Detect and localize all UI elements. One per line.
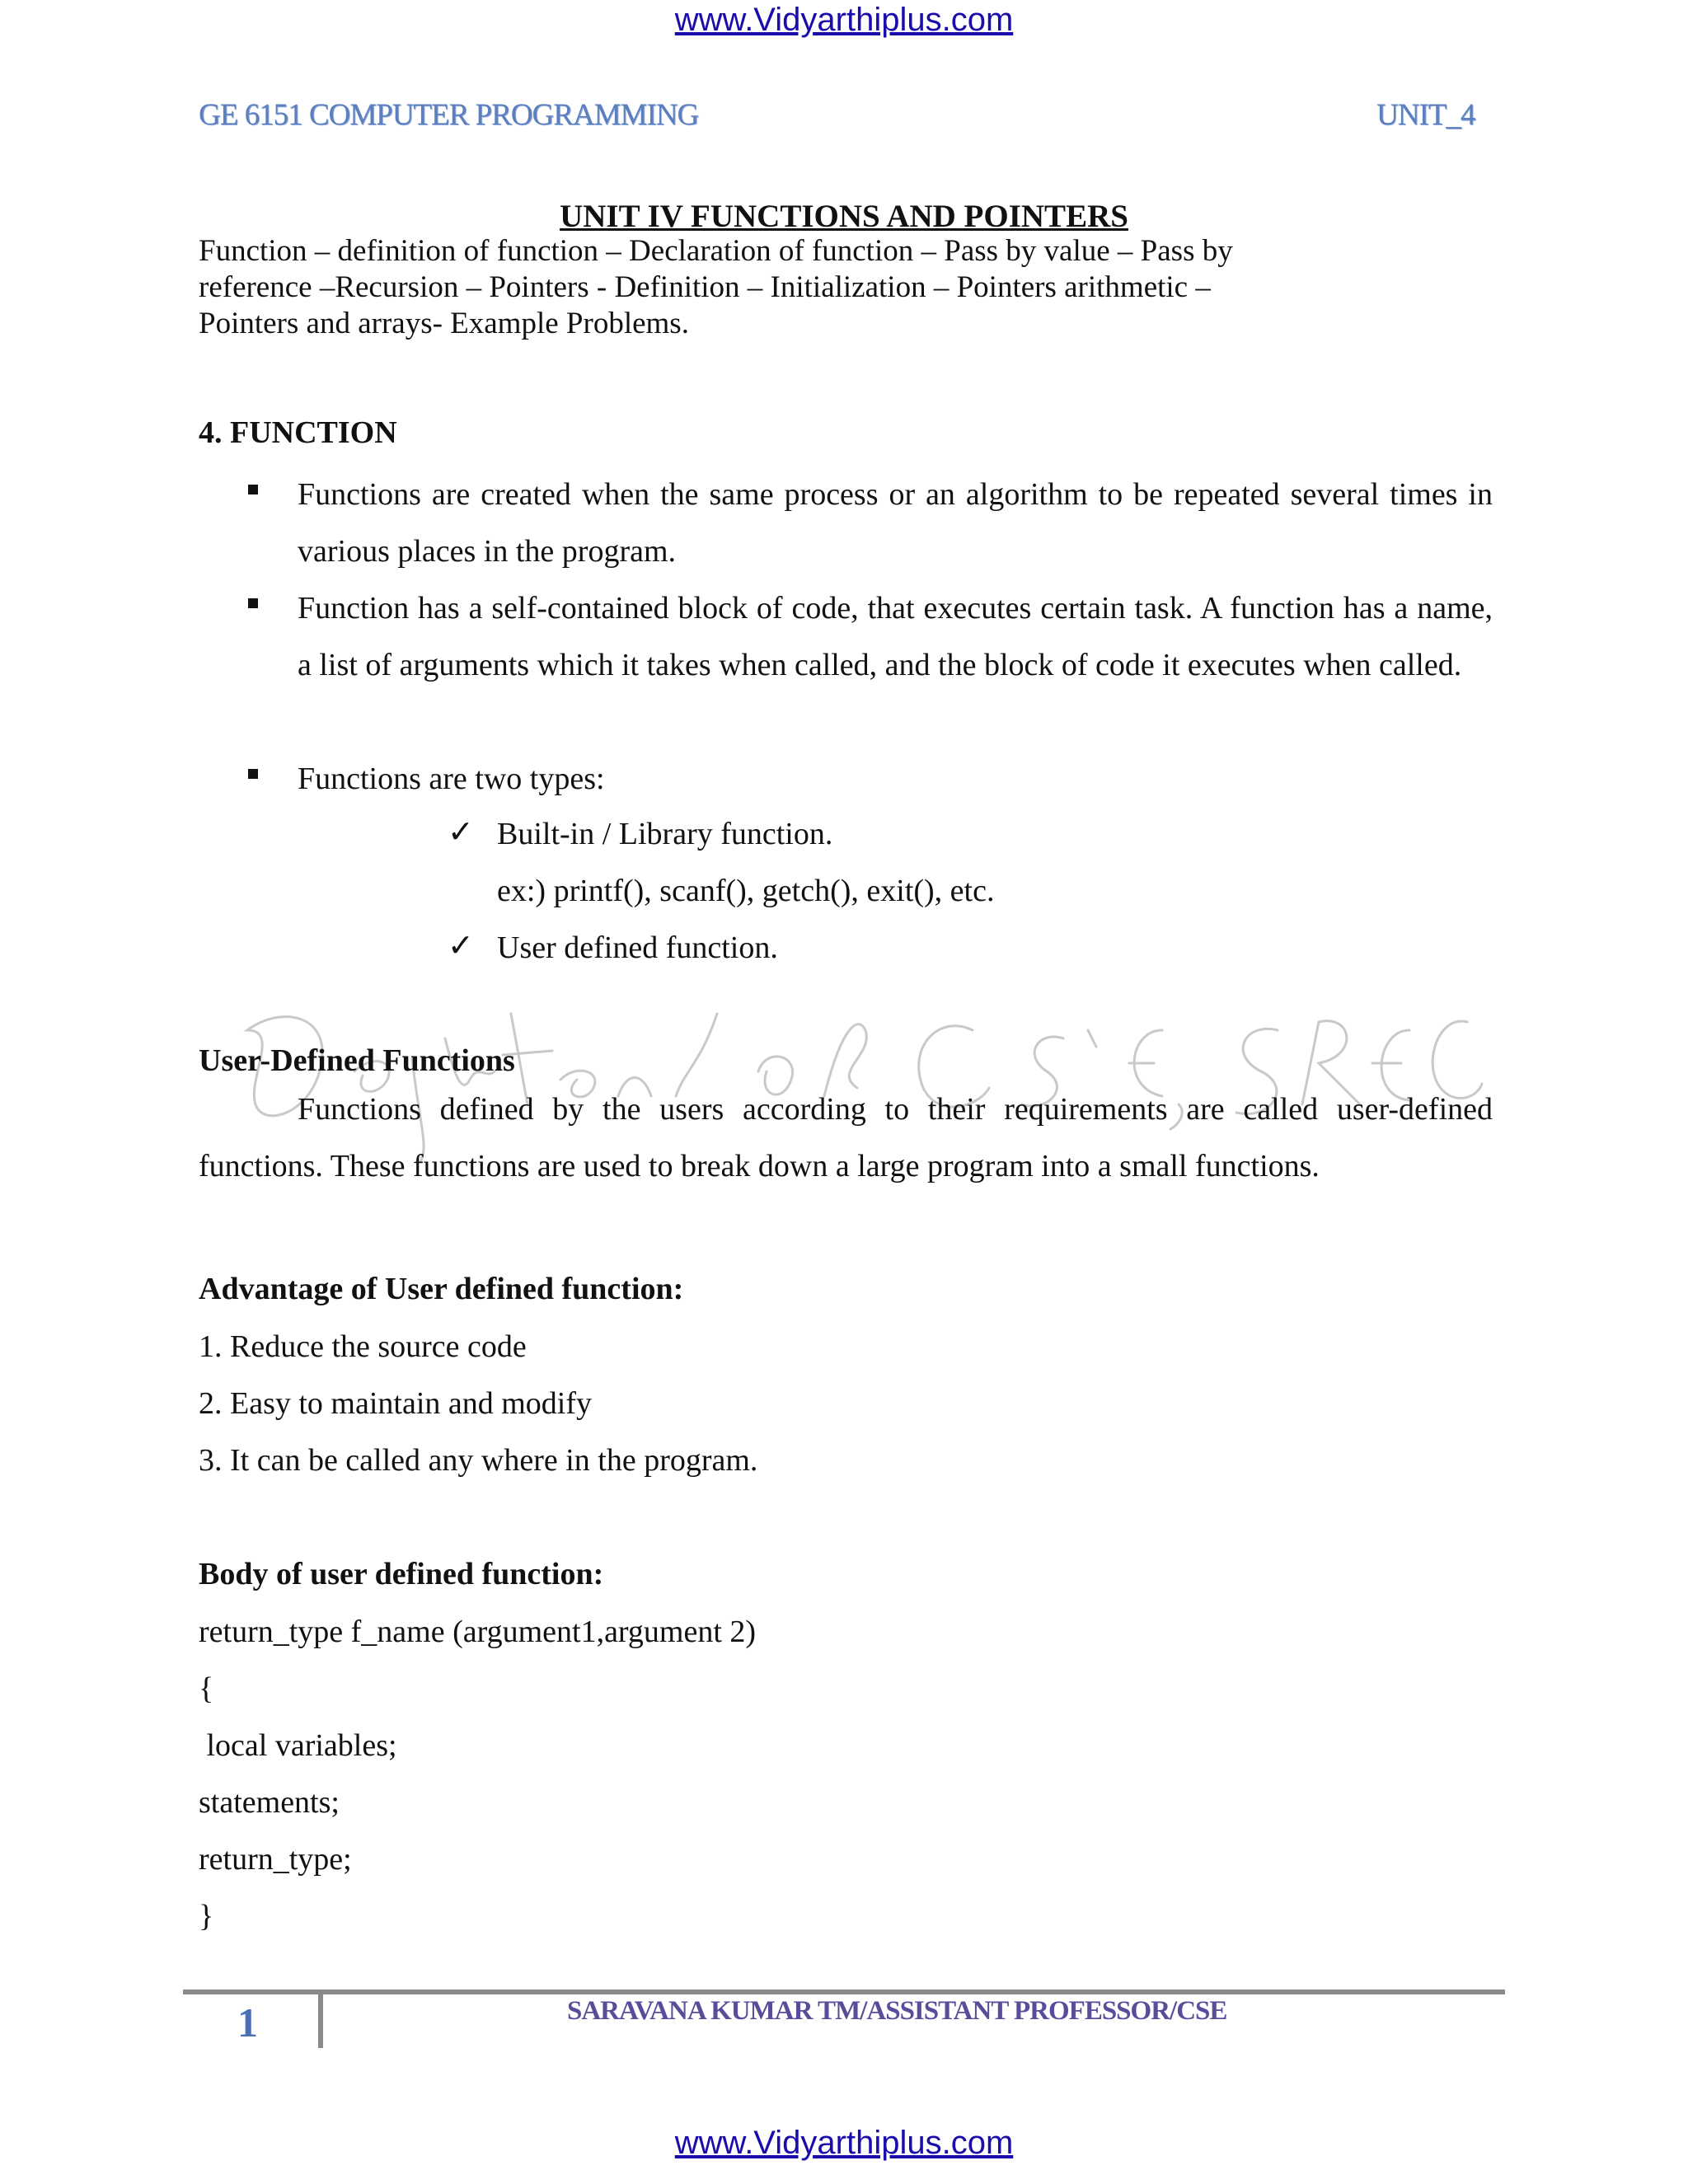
code-line: {	[199, 1671, 214, 1706]
code-line: }	[199, 1899, 214, 1933]
type-user-label: User defined function.	[497, 930, 778, 965]
section-heading-user-defined: User-Defined Functions	[199, 1043, 515, 1078]
footer-divider	[183, 1990, 1505, 1994]
page-number: 1	[237, 1999, 258, 2046]
square-bullet-icon	[248, 598, 258, 608]
site-link-top[interactable]: www.Vidyarthiplus.com	[674, 2, 1014, 38]
site-link-bottom[interactable]: www.Vidyarthiplus.com	[674, 2125, 1014, 2161]
checkmark-icon: ✓	[448, 815, 474, 850]
list-item	[199, 580, 1493, 753]
code-line: local variables;	[199, 1728, 397, 1763]
syllabus-line: reference –Recursion – Pointers - Definition – Initialization – Pointers arithmetic –	[199, 270, 1211, 304]
type-builtin-example: ex:) printf(), scanf(), getch(), exit(), etc.	[497, 874, 995, 908]
list-item	[199, 466, 1493, 582]
user-defined-paragraph-line1: Functions defined by the users according to their requirements are called user-defined	[298, 1092, 1493, 1127]
footer-author: SARAVANA KUMAR TM/ASSISTANT PROFESSOR/CSE	[567, 1996, 1227, 2026]
list-item: 1. Reduce the source code	[199, 1329, 527, 1364]
section-heading-body: Body of user defined function:	[199, 1557, 604, 1591]
section-heading-function: 4. FUNCTION	[199, 415, 397, 450]
unit-header: UNIT_4	[1376, 98, 1475, 132]
syllabus-line: Pointers and arrays- Example Problems.	[199, 307, 689, 340]
checkmark-icon: ✓	[448, 929, 474, 963]
square-bullet-icon	[248, 485, 258, 494]
syllabus-line: Function – definition of function – Declaration of function – Pass by value – Pass by	[199, 234, 1233, 268]
code-line: statements;	[199, 1785, 340, 1820]
list-item: 3. It can be called any where in the program.	[199, 1443, 758, 1478]
section-heading-advantages: Advantage of User defined function:	[199, 1272, 684, 1306]
page-title: UNIT IV FUNCTIONS AND POINTERS	[560, 199, 1128, 234]
syllabus-text	[199, 233, 1484, 342]
type-builtin-label: Built-in / Library function.	[497, 817, 833, 851]
list-item: 2. Easy to maintain and modify	[199, 1386, 593, 1421]
square-bullet-icon	[248, 769, 258, 779]
bullet-text: Function has a self-contained block of code, that executes certain task. A function has a name, a list of arguments which it takes when called, and the block of code it executes when called.	[298, 591, 1493, 682]
code-line: return_type;	[199, 1842, 352, 1877]
code-line: return_type f_name (argument1,argument 2)	[199, 1615, 757, 1649]
bullet-text: Functions are two types:	[298, 762, 605, 796]
user-defined-paragraph-line2: functions. These functions are used to break down a large program into a small functions.	[199, 1149, 1320, 1183]
footer-separator	[318, 1994, 323, 2048]
course-header: GE 6151 COMPUTER PROGRAMMING	[199, 98, 699, 132]
bullet-text: Functions are created when the same process or an algorithm to be repeated several times in various places in the program.	[298, 477, 1493, 569]
list-item	[199, 751, 1493, 808]
